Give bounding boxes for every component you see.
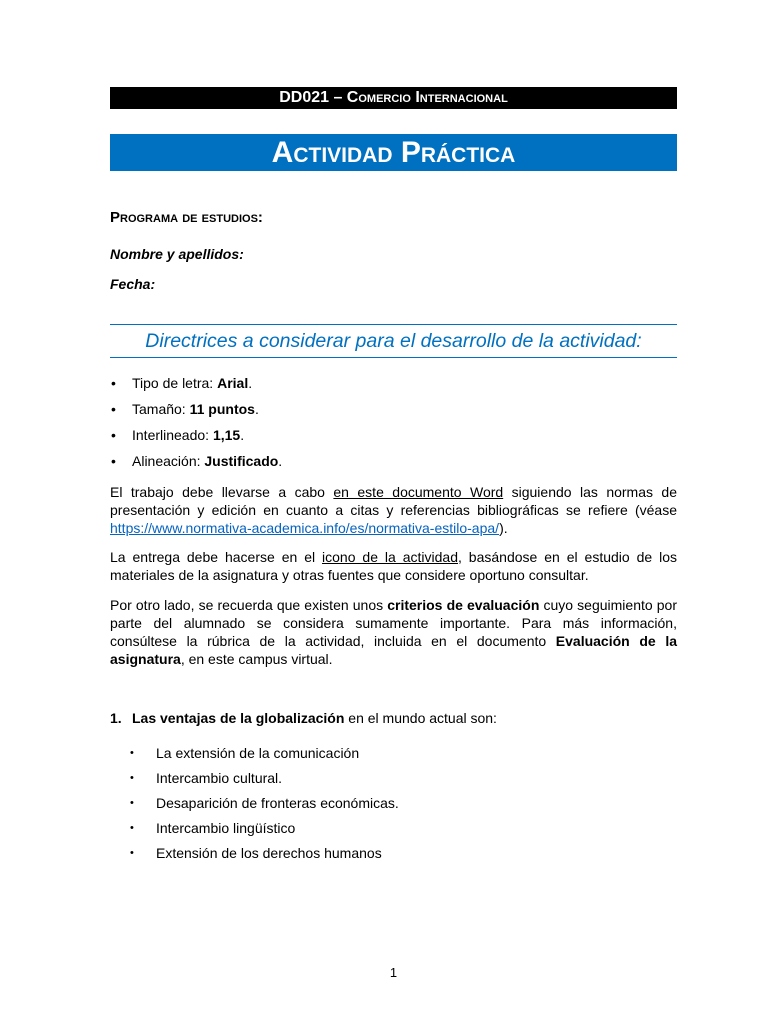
course-name: Comercio Internacional: [346, 89, 508, 106]
list-item: • Desaparición de fronteras económicas.: [130, 795, 399, 811]
question-1: 1. Las ventajas de la globalización en el mundo actual son:: [110, 710, 497, 726]
paragraph-delivery: La entrega debe hacerse en el icono de la actividad, basándose en el estudio de los materiales de la asignatura y otras fuentes que considere oportuno consultar.: [110, 549, 677, 583]
list-item: • Extensión de los derechos humanos: [130, 845, 382, 861]
guidelines-heading: Directrices a considerar para el desarrollo de la actividad:: [110, 324, 677, 358]
apa-normativa-link[interactable]: https://www.normativa-academica.info/es/normativa-estilo-apa/: [110, 520, 500, 536]
course-code: DD021 –: [279, 89, 347, 106]
fecha-label: Fecha:: [110, 276, 156, 292]
paragraph-instructions: El trabajo debe llevarse a cabo en este documento Word siguiendo las normas de presentación y edición en cuanto a citas y referencias bibliográficas se refiere (véase https://www.normativa-academica.info/es/normativa-estilo-apa/).: [110, 484, 678, 536]
bullet-icon: •: [130, 847, 134, 859]
bullet-icon: •: [130, 772, 134, 784]
guideline-item: • Alineación: Justificado.: [111, 453, 283, 469]
list-item: • La extensión de la comunicación: [130, 745, 360, 761]
bullet-icon: •: [111, 427, 116, 443]
bullet-icon: •: [111, 453, 116, 469]
guideline-item: • Tipo de letra: Arial.: [111, 375, 253, 391]
bullet-icon: •: [111, 401, 116, 417]
bullet-icon: •: [130, 822, 134, 834]
activity-icon-note: icono de la actividad: [322, 549, 458, 565]
word-document-note: en este documento Word: [333, 484, 504, 500]
paragraph-evaluation: Por otro lado, se recuerda que existen unos criterios de evaluación cuyo seguimiento por parte del alumnado se considera sumamente importante. Para más información, consúltese la rúbrica de la actividad, incluida en el documento Evaluación de la asignatura, en este campus virtual.: [110, 597, 677, 667]
course-header-bar: [110, 87, 677, 109]
document-title: Actividad Práctica: [110, 134, 677, 171]
list-item: • Intercambio lingüístico: [130, 820, 296, 836]
nombre-label: Nombre y apellidos:: [110, 246, 244, 262]
programa-label: Programa de estudios:: [110, 209, 263, 226]
bullet-icon: •: [130, 797, 134, 809]
bullet-icon: •: [130, 747, 134, 759]
question-number: 1.: [110, 710, 122, 726]
bullet-icon: •: [111, 375, 116, 391]
guideline-item: • Interlineado: 1,15.: [111, 427, 245, 443]
page-number: 1: [389, 965, 398, 980]
guidelines-list: [110, 374, 282, 478]
list-item: • Intercambio cultural.: [130, 770, 283, 786]
question-1-list: [130, 744, 399, 869]
guideline-item: • Tamaño: 11 puntos.: [111, 401, 259, 417]
